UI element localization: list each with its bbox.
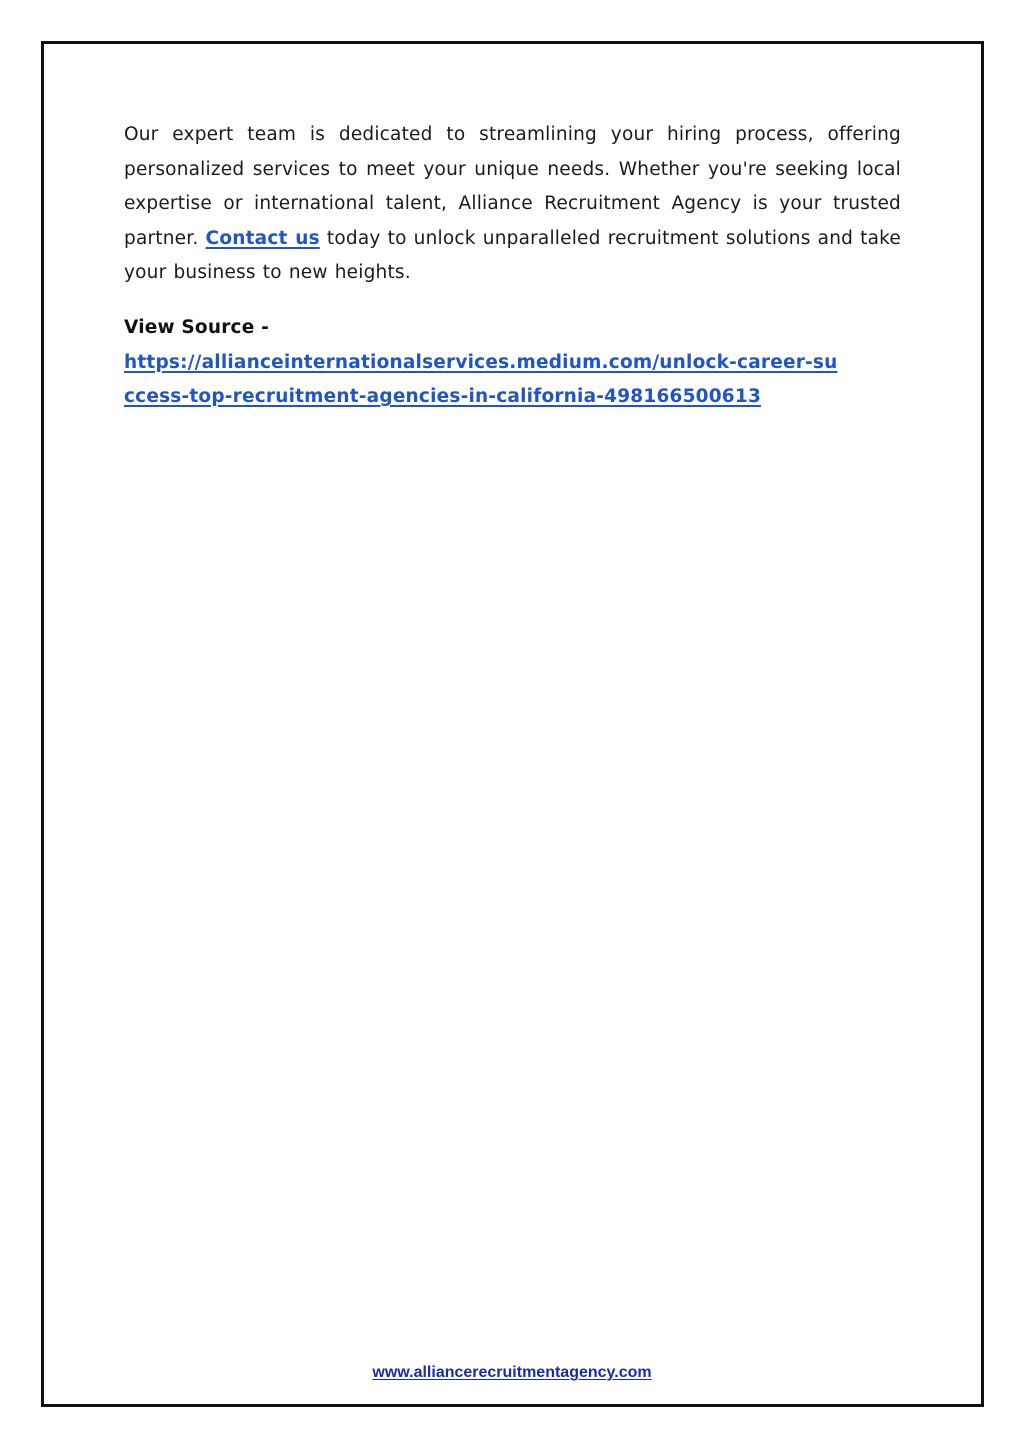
footer: [0, 1364, 1024, 1382]
view-source-label: View Source -: [124, 316, 269, 338]
document-content: [124, 118, 901, 415]
source-section: [124, 311, 901, 415]
paragraph-text-end: today to unlock unparalleled recruitment solutions and take your business to new heights.: [124, 227, 901, 284]
source-url-link[interactable]: https://allianceinternationalservices.medium.com/unlock-career-success-top-recruitment-agencies-in-california-498166500613: [124, 351, 838, 408]
contact-us-link[interactable]: Contact us: [205, 227, 320, 249]
paragraph-text-start: Our expert team is dedicated to streamlining your hiring process, offering personalized services to meet your unique needs. Whether you're seeking local expertise or international talent, Alliance Recruitment Agency is your trusted partner.: [124, 124, 901, 249]
intro-paragraph: [124, 118, 901, 291]
footer-website-link[interactable]: www.alliancerecruitmentagency.com: [372, 1364, 652, 1381]
